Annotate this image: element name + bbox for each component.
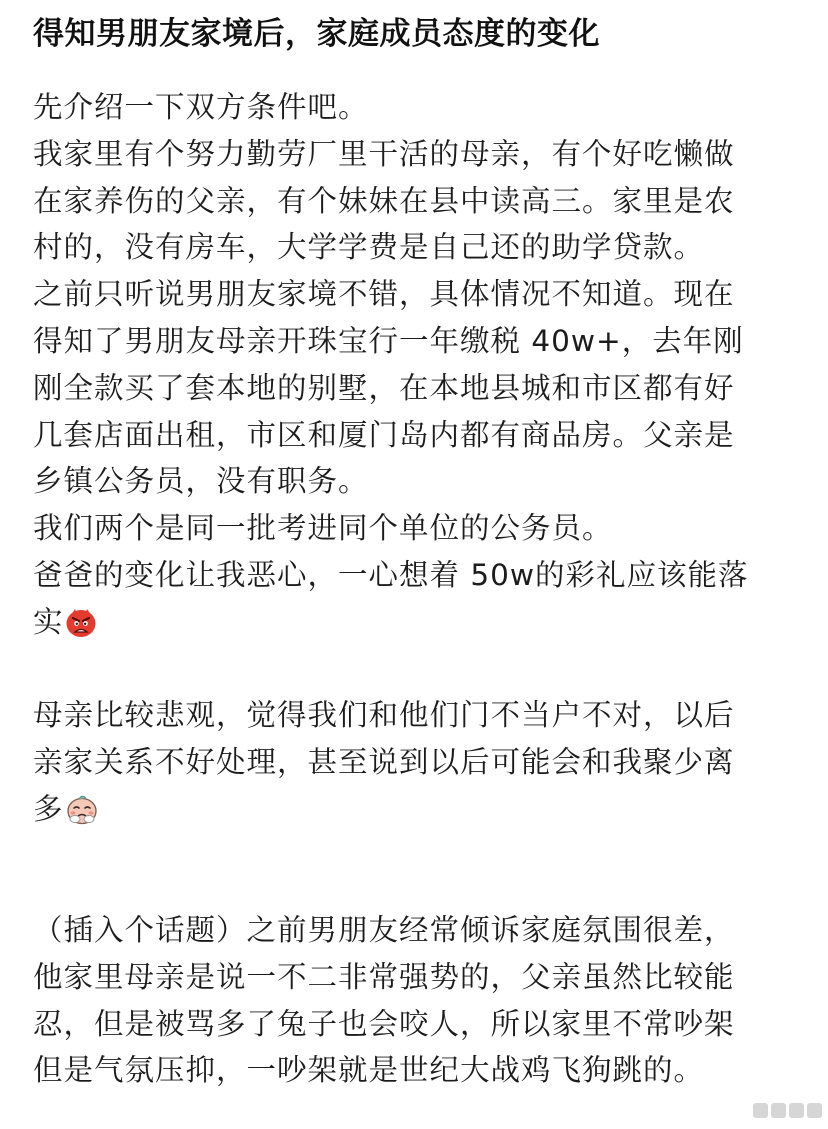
paragraph-civil-servants — [33, 505, 613, 552]
text-line: 刚全款买了套本地的别墅，在本地县城和市区都有好 — [33, 370, 735, 405]
text-line: 我家里有个努力勤劳厂里干活的母亲，有个好吃懒做 — [33, 136, 735, 171]
text-line: 他家里母亲是说一不二非常强势的，父亲虽然比较能 — [33, 959, 735, 994]
watermark-mark — [807, 1103, 822, 1118]
angry-face-emoji — [65, 605, 97, 652]
watermark-mark — [771, 1103, 786, 1118]
paragraph-my-family — [33, 131, 735, 271]
text-line: 但是气氛压抑，一吵架就是世纪大战鸡飞狗跳的。 — [33, 1053, 705, 1088]
text-line: 我们两个是同一批考进同个单位的公务员。 — [33, 511, 613, 546]
text-line: 之前只听说男朋友家境不错，具体情况不知道。现在 — [33, 277, 735, 312]
text-line: 村的，没有房车，大学学费是自己还的助学贷款。 — [33, 230, 705, 265]
text-line: 在家养伤的父亲，有个妹妹在县中读高三。家里是农 — [33, 183, 735, 218]
text-line-with-emoji — [33, 599, 749, 646]
text-line-with-emoji — [33, 786, 735, 833]
paragraph-inserted-topic — [33, 907, 735, 1094]
text-line: 亲家关系不好处理，甚至说到以后可能会和我聚少离 — [33, 745, 735, 780]
watermark-mark — [753, 1103, 768, 1118]
paragraph-intro — [33, 84, 369, 131]
text-line: 母亲比较悲观，觉得我们和他们门不当户不对，以后 — [33, 698, 735, 733]
text-line: 几套店面出租，市区和厦门岛内都有商品房。父亲是 — [33, 417, 735, 452]
paragraph-boyfriend-family — [33, 271, 744, 505]
text-line: 乡镇公务员，没有职务。 — [33, 464, 369, 499]
text-line: （插入个话题）之前男朋友经常倾诉家庭氛围很差， — [33, 913, 735, 947]
text-line: 多 — [33, 791, 64, 826]
text-line: 实 — [33, 604, 64, 639]
watermark — [753, 1097, 822, 1123]
watermark-mark — [789, 1103, 804, 1118]
text-line: 得知了男朋友母亲开珠宝行一年缴税 40w+，去年刚 — [33, 323, 744, 358]
text-line: 先介绍一下双方条件吧。 — [33, 90, 369, 124]
paragraph-mother-pessimistic — [33, 692, 735, 832]
post-title: 得知男朋友家境后，家庭成员态度的变化 — [33, 16, 600, 52]
crying-face-emoji — [65, 792, 99, 839]
paragraph-father-change — [33, 552, 749, 646]
text-line: 忍，但是被骂多了兔子也会咬人，所以家里不常吵架 — [33, 1006, 735, 1041]
text-line: 爸爸的变化让我恶心，一心想着 50w的彩礼应该能落 — [33, 558, 749, 592]
